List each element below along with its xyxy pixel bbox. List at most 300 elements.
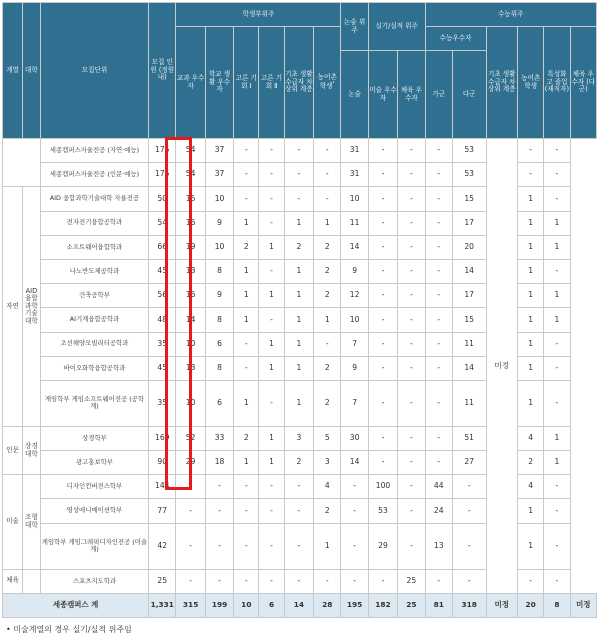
category-blank [3, 139, 41, 187]
cell-value: - [259, 308, 284, 332]
total-label: 세종캠퍼스 계 [3, 593, 149, 617]
table-row [3, 139, 597, 163]
cell-value: 14 [341, 235, 368, 259]
cell-value: - [544, 163, 570, 187]
cell-value: 2 [314, 284, 341, 308]
cell-value: - [234, 356, 259, 380]
cell-value: 52 [176, 426, 205, 450]
cell-value: 53 [452, 163, 486, 187]
cell-value: - [398, 163, 425, 187]
cell-value: - [368, 451, 397, 475]
cell-value: 53 [452, 139, 486, 163]
cell-value: 16 [176, 211, 205, 235]
cell-value: 3 [314, 451, 341, 475]
cell-value: 14 [341, 451, 368, 475]
col-csat-basic: 기초 생활 수급자 차상위 계층 [486, 27, 518, 139]
cell-value: 1 [234, 284, 259, 308]
cell-value: 1 [544, 235, 570, 259]
cell-value: 4 [518, 426, 544, 450]
cell-value: - [425, 163, 452, 187]
cell-value: - [234, 139, 259, 163]
cell-value: 13 [425, 523, 452, 569]
cell-value: 2 [314, 235, 341, 259]
cell-value: - [368, 426, 397, 450]
cell-value: 1 [259, 284, 284, 308]
cell-value: - [544, 475, 570, 499]
cell-value: 29 [368, 523, 397, 569]
cell-value: 1 [284, 308, 313, 332]
cell-value: 1 [518, 523, 544, 569]
cell-value: 51 [452, 426, 486, 450]
cell-value: - [234, 499, 259, 523]
cell-value: 25 [398, 569, 425, 593]
cell-value: - [314, 139, 341, 163]
admission-table [2, 2, 597, 618]
cell-value: 2 [314, 356, 341, 380]
cell-value: - [425, 308, 452, 332]
cell-value: - [452, 569, 486, 593]
cell-value: 7 [341, 332, 368, 356]
cell-value: 20 [452, 235, 486, 259]
college-pe-blank [22, 569, 40, 593]
cell-value: 100 [368, 475, 397, 499]
total-value: 25 [398, 593, 425, 617]
cell-value: 33 [205, 426, 233, 450]
cell-value: - [176, 523, 205, 569]
cell-value: 1 [518, 187, 544, 211]
cell-value: 1 [518, 284, 544, 308]
total-value: 1,331 [149, 593, 176, 617]
cell-value: - [544, 187, 570, 211]
cell-value: - [544, 139, 570, 163]
farm-label: 농어촌 학생 [317, 72, 337, 91]
cell-value: 11 [341, 211, 368, 235]
cell-value: - [544, 523, 570, 569]
unit-name: 게임학부 게임소프트웨어전공 (공학계) [40, 380, 148, 426]
total-value: 28 [314, 593, 341, 617]
category-pe: 체육 [3, 569, 23, 593]
cell-value: 1 [544, 451, 570, 475]
cell-value: 1 [234, 259, 259, 283]
col-csat-pe: 체육 우수자 (다군) [570, 27, 596, 139]
cell-value: - [368, 211, 397, 235]
cell-value: 25 [149, 569, 176, 593]
cell-value: - [544, 332, 570, 356]
cell-value: - [205, 523, 233, 569]
cell-value: 1 [259, 235, 284, 259]
cell-value: - [368, 259, 397, 283]
cell-value: - [398, 499, 425, 523]
cell-value: - [398, 523, 425, 569]
total-row [3, 593, 597, 617]
total-value: 318 [452, 593, 486, 617]
col-college: 대학 [22, 3, 40, 139]
group-csat: 수능위주 [425, 3, 596, 27]
cell-value: 1 [259, 451, 284, 475]
cell-value: 53 [368, 499, 397, 523]
cell-value: - [398, 211, 425, 235]
cell-value: 8 [205, 308, 233, 332]
cell-value: 3 [284, 426, 313, 450]
cell-value: 2 [314, 259, 341, 283]
cell-value: - [518, 163, 544, 187]
cell-value: - [398, 235, 425, 259]
cell-value: 1 [518, 499, 544, 523]
cell-value: 2 [234, 426, 259, 450]
cell-value: 1 [518, 308, 544, 332]
cell-value: 8 [205, 356, 233, 380]
cell-value: 1 [259, 356, 284, 380]
cell-value: - [234, 187, 259, 211]
cell-value: - [425, 235, 452, 259]
col-quota: 모집 인원 (정원내) [149, 3, 176, 139]
cell-value: - [425, 259, 452, 283]
cell-value: - [368, 235, 397, 259]
cell-value: 2 [284, 451, 313, 475]
cell-value: - [425, 211, 452, 235]
cell-value: 1 [234, 380, 259, 426]
cell-value: - [368, 163, 397, 187]
col-na: 다군 [452, 51, 486, 139]
cell-value: 144 [149, 475, 176, 499]
cell-value: - [259, 211, 284, 235]
category-art: 미술 [3, 475, 23, 569]
cell-value: 1 [544, 284, 570, 308]
unit-name: 소프트웨어융합학과 [40, 235, 148, 259]
total-value: 195 [341, 593, 368, 617]
cell-value: - [368, 284, 397, 308]
cell-value: - [398, 380, 425, 426]
cell-value: - [544, 499, 570, 523]
total-value: 6 [259, 593, 284, 617]
unit-name: 광고홍보학부 [40, 451, 148, 475]
cell-value: - [518, 139, 544, 163]
total-value: 8 [544, 593, 570, 617]
cell-value: 1 [284, 259, 313, 283]
cell-value: 1 [284, 284, 313, 308]
col-goryeo-2: 고른 기회 Ⅱ [259, 27, 284, 139]
cell-value: - [234, 163, 259, 187]
cell-value: - [314, 163, 341, 187]
unit-name: 바이오화학융합공학과 [40, 356, 148, 380]
cell-value: - [284, 139, 313, 163]
cell-value: 31 [341, 139, 368, 163]
group-student-record: 학생부위주 [176, 3, 341, 27]
cell-value: 45 [149, 356, 176, 380]
unit-name: 조선해양모빌리티공학과 [40, 332, 148, 356]
cell-value: 44 [425, 475, 452, 499]
cell-value: - [284, 523, 313, 569]
cell-value: 1 [284, 211, 313, 235]
cell-value: 17 [452, 284, 486, 308]
cell-value: - [452, 523, 486, 569]
cell-value: - [544, 356, 570, 380]
cell-value: 9 [341, 259, 368, 283]
cell-value: - [314, 332, 341, 356]
category-humanities: 인문 [3, 426, 23, 474]
cell-value: 10 [341, 187, 368, 211]
cell-value: - [368, 308, 397, 332]
col-school-life: 학교 생활 우수자 [205, 27, 233, 139]
total-value: 10 [234, 593, 259, 617]
cell-value: 37 [205, 163, 233, 187]
cell-value: 4 [314, 475, 341, 499]
cell-value: 9 [341, 356, 368, 380]
cell-value: 1 [544, 426, 570, 450]
cell-value: - [234, 569, 259, 593]
cell-value: 10 [205, 187, 233, 211]
cell-value: 1 [518, 380, 544, 426]
group-practical: 실기/실적 위주 [368, 3, 425, 51]
cell-value: - [234, 475, 259, 499]
cell-value: - [284, 187, 313, 211]
cell-value: 17 [452, 211, 486, 235]
cell-value: - [425, 187, 452, 211]
cell-value: 15 [452, 308, 486, 332]
cell-value: 1 [234, 451, 259, 475]
total-value: 20 [518, 593, 544, 617]
cell-value: 175 [149, 139, 176, 163]
cell-value: - [314, 187, 341, 211]
cell-value: 24 [425, 499, 452, 523]
cell-value: - [368, 139, 397, 163]
cell-value: 10 [341, 308, 368, 332]
cell-value: 1 [314, 211, 341, 235]
cell-value: 2 [284, 235, 313, 259]
cell-value: - [176, 569, 205, 593]
cell-value: 9 [205, 211, 233, 235]
cell-value: 77 [149, 499, 176, 523]
cell-value: 90 [149, 451, 176, 475]
college-aid: AID 융합 과학 기술 대학 [22, 187, 40, 427]
cell-value: 13 [176, 356, 205, 380]
cell-value: 45 [149, 259, 176, 283]
cell-value: 54 [176, 163, 205, 187]
cell-value: - [259, 569, 284, 593]
cell-value: - [341, 569, 368, 593]
cell-value: 35 [149, 380, 176, 426]
cell-value: - [452, 475, 486, 499]
cell-value: 1 [518, 259, 544, 283]
cell-value: - [398, 308, 425, 332]
cell-value: - [368, 569, 397, 593]
cell-value: 6 [205, 332, 233, 356]
unit-name: 디자인컨버전스학부 [40, 475, 148, 499]
group-essay: 논술 위주 [341, 3, 368, 51]
cell-value: - [398, 332, 425, 356]
unit-name: 세종캠퍼스자율전공 (인문·예능) [40, 163, 148, 187]
cell-value: 1 [518, 211, 544, 235]
cell-value: 1 [314, 523, 341, 569]
cell-value: - [234, 332, 259, 356]
cell-value: - [425, 284, 452, 308]
college-design: 조형 대학 [22, 475, 40, 569]
cell-value: - [259, 475, 284, 499]
cell-value: 6 [205, 380, 233, 426]
cell-value: 1 [259, 332, 284, 356]
cell-value: 5 [314, 426, 341, 450]
unit-name: 상경학부 [40, 426, 148, 450]
cell-value: - [452, 499, 486, 523]
unit-name: 나노반도체공학과 [40, 259, 148, 283]
cell-value: - [259, 499, 284, 523]
col-csat-excellent: 수능우수자 [425, 27, 486, 51]
col-category: 계열 [3, 3, 23, 139]
cell-value: 12 [341, 284, 368, 308]
cell-value: 31 [341, 163, 368, 187]
cell-value: - [398, 475, 425, 499]
total-value: 199 [205, 593, 233, 617]
col-csat-farm: 농어촌 학생 [518, 27, 544, 139]
cell-value: - [205, 569, 233, 593]
cell-value: 19 [176, 235, 205, 259]
cell-value: 16 [176, 284, 205, 308]
cell-value: 1 [284, 332, 313, 356]
total-value: 182 [368, 593, 397, 617]
cell-value: - [425, 139, 452, 163]
cell-value: - [398, 187, 425, 211]
col-basic-living: 기초 생활 수급자 차상위 계층 [284, 27, 313, 139]
cell-value: 1 [544, 308, 570, 332]
cell-value: - [425, 380, 452, 426]
footnote: • 미술계열의 경우 실기/실적 위주임 [6, 625, 132, 634]
cell-value: 1 [259, 426, 284, 450]
cell-value: 13 [176, 259, 205, 283]
cell-value: - [284, 569, 313, 593]
college-business: 상경 대학 [22, 426, 40, 474]
cell-value: - [398, 426, 425, 450]
col-goryeo-1: 고른 기회 Ⅰ [234, 27, 259, 139]
cell-value: - [368, 187, 397, 211]
cell-value: 10 [176, 332, 205, 356]
cell-value: 1 [314, 308, 341, 332]
cell-value: 1 [234, 211, 259, 235]
cell-value: 169 [149, 426, 176, 450]
cell-value: - [259, 163, 284, 187]
cell-value: 1 [284, 356, 313, 380]
cell-value: 2 [314, 499, 341, 523]
col-farm [314, 27, 341, 139]
cell-value: 8 [205, 259, 233, 283]
cell-value: 48 [149, 308, 176, 332]
cell-value: 54 [176, 139, 205, 163]
cell-value: - [425, 569, 452, 593]
cell-value: 30 [341, 426, 368, 450]
cell-value: 14 [452, 356, 486, 380]
cell-value: 11 [452, 380, 486, 426]
cell-value: 37 [205, 139, 233, 163]
cell-value: 10 [176, 380, 205, 426]
col-special-grad: 특성화 고 졸업 (재직자) [544, 27, 570, 139]
cell-value: 1 [544, 211, 570, 235]
cell-value: - [368, 356, 397, 380]
cell-value: - [259, 259, 284, 283]
cell-value: 10 [205, 235, 233, 259]
cell-value: - [398, 139, 425, 163]
cell-value: - [398, 259, 425, 283]
unit-name: AI기계융합공학과 [40, 308, 148, 332]
cell-value: - [314, 569, 341, 593]
cell-value: 15 [176, 187, 205, 211]
cell-value: 2 [314, 380, 341, 426]
cell-value: - [544, 569, 570, 593]
unit-name: 영상애니메이션학부 [40, 499, 148, 523]
cell-value: - [544, 259, 570, 283]
cell-value: 35 [149, 332, 176, 356]
cell-value: 14 [452, 259, 486, 283]
cell-value: - [259, 187, 284, 211]
cell-value: 1 [518, 332, 544, 356]
cell-value: 2 [518, 451, 544, 475]
unit-name: 건축공학부 [40, 284, 148, 308]
col-pe-excellent: 체육 우수자 [398, 51, 425, 139]
cell-value: - [284, 499, 313, 523]
cell-value: 56 [149, 284, 176, 308]
csat-basic-merged: 미정 [486, 139, 518, 594]
cell-value: 2 [234, 235, 259, 259]
cell-value: - [259, 523, 284, 569]
cell-value: 27 [452, 451, 486, 475]
cell-value: - [205, 499, 233, 523]
cell-value: 1 [518, 356, 544, 380]
total-value: 315 [176, 593, 205, 617]
cell-value: 54 [149, 211, 176, 235]
cell-value: - [176, 499, 205, 523]
cell-value: - [259, 380, 284, 426]
col-subj-excellent: 교과 우수자 [176, 27, 205, 139]
col-art-excellent: 미술 우수자 [368, 51, 397, 139]
cell-value: 1 [284, 380, 313, 426]
cell-value: - [205, 475, 233, 499]
category-nature: 자연 [3, 187, 23, 427]
cell-value: 50 [149, 187, 176, 211]
cell-value: - [398, 356, 425, 380]
unit-name: 게임학부 게임그래픽디자인전공 (미술계) [40, 523, 148, 569]
cell-value: 1 [234, 308, 259, 332]
cell-value: - [425, 332, 452, 356]
cell-value: - [284, 163, 313, 187]
cell-value: 14 [176, 308, 205, 332]
total-value: 81 [425, 593, 452, 617]
unit-name: AID 융합과학기술대학 자율전공 [40, 187, 148, 211]
cell-value: 9 [205, 284, 233, 308]
cell-value: 4 [518, 475, 544, 499]
cell-value: - [259, 139, 284, 163]
col-unit: 모집단위 [40, 3, 148, 139]
cell-value: - [518, 569, 544, 593]
farm-mark: ¹ [332, 81, 335, 88]
cell-value: - [368, 332, 397, 356]
cell-value: 66 [149, 235, 176, 259]
unit-name: 전자전기융합공학과 [40, 211, 148, 235]
col-essay: 논술 [341, 51, 368, 139]
cell-value: 15 [452, 187, 486, 211]
cell-value: - [425, 426, 452, 450]
cell-value: - [368, 380, 397, 426]
cell-value: 42 [149, 523, 176, 569]
cell-value: - [425, 451, 452, 475]
cell-value: 1 [518, 235, 544, 259]
cell-value: 11 [452, 332, 486, 356]
cell-value: - [398, 451, 425, 475]
total-value: 미정 [486, 593, 518, 617]
unit-name: 스포츠지도학과 [40, 569, 148, 593]
cell-value: - [398, 284, 425, 308]
total-value: 14 [284, 593, 313, 617]
cell-value: - [425, 356, 452, 380]
cell-value: - [341, 475, 368, 499]
unit-name: 세종캠퍼스자율전공 (자연·예능) [40, 139, 148, 163]
